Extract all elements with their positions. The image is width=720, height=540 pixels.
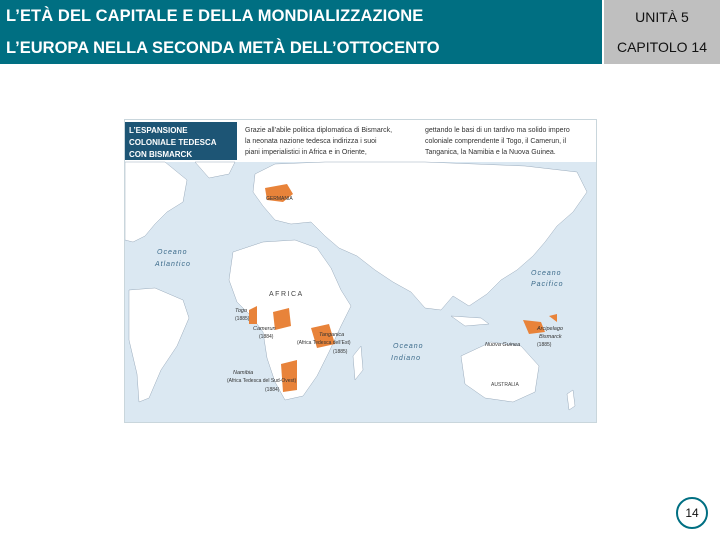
label-camerun: Camerun bbox=[253, 326, 276, 332]
label-oceano-pacifico-1: Oceano bbox=[531, 270, 562, 277]
map-title-line-1: L’ESPANSIONE bbox=[129, 126, 188, 135]
page-subtitle: L’EUROPA NELLA SECONDA METÀ DELL’OTTOCENTO bbox=[6, 39, 440, 57]
label-australia: AUSTRALIA bbox=[491, 382, 519, 388]
label-germania: GERMANIA bbox=[266, 196, 293, 202]
label-bismarck: Bismarck bbox=[539, 334, 562, 340]
caption-right-2: coloniale comprendente il Togo, il Camerun, il bbox=[425, 138, 567, 145]
label-oceano-atlantico-2: Atlantico bbox=[155, 261, 191, 268]
label-africa: AFRICA bbox=[269, 291, 304, 298]
page-title: L’ETÀ DEL CAPITALE E DELLA MONDIALIZZAZIONE bbox=[6, 7, 424, 25]
colonial-map bbox=[124, 119, 597, 423]
map-title-line-2: COLONIALE TEDESCA bbox=[129, 138, 217, 147]
label-nuova-guinea-year: (1885) bbox=[537, 342, 552, 348]
map-title-line-3: CON BISMARCK bbox=[129, 150, 193, 159]
caption-left-1: Grazie all’abile politica diplomatica di Bismarck, bbox=[245, 127, 393, 134]
unit-label: UNITÀ 5 bbox=[635, 9, 689, 25]
label-tanganica: Tanganica bbox=[319, 332, 345, 338]
namibia-area bbox=[281, 360, 297, 392]
label-togo: Togo bbox=[235, 308, 248, 314]
unit-box bbox=[604, 0, 720, 64]
label-arcipelago: Arcipelago bbox=[537, 326, 563, 332]
label-namibia-sub: (Africa Tedesca del Sud-Ovest) bbox=[227, 378, 297, 384]
label-namibia: Namibia bbox=[233, 370, 254, 376]
label-oceano-indiano-1: Oceano bbox=[393, 343, 424, 350]
label-togo-year: (1885) bbox=[235, 316, 250, 322]
chapter-label: CAPITOLO 14 bbox=[616, 39, 707, 55]
caption-right-3: Tanganica, la Namibia e la Nuova Guinea. bbox=[425, 149, 556, 156]
label-nuova-guinea: Nuova Guinea bbox=[485, 342, 521, 348]
caption-right-1: gettando le basi di un tardivo ma solido impero bbox=[425, 127, 570, 134]
label-namibia-year: (1884) bbox=[265, 387, 280, 393]
label-oceano-indiano-2: Indiano bbox=[391, 355, 421, 362]
label-tanganica-year: (1885) bbox=[333, 349, 348, 355]
label-camerun-year: (1884) bbox=[259, 334, 274, 340]
caption-left-2: la neonata nazione tedesca indirizza i suoi bbox=[245, 138, 377, 145]
caption-left-3: piani imperialistici in Africa e in Oriente, bbox=[245, 149, 367, 156]
label-oceano-atlantico-1: Oceano bbox=[157, 249, 188, 256]
label-oceano-pacifico-2: Pacifico bbox=[531, 281, 564, 288]
header-bar bbox=[0, 0, 602, 64]
page-number-badge: 14 bbox=[676, 497, 708, 529]
label-tanganica-sub: (Africa Tedesca dell’Est) bbox=[297, 340, 351, 346]
